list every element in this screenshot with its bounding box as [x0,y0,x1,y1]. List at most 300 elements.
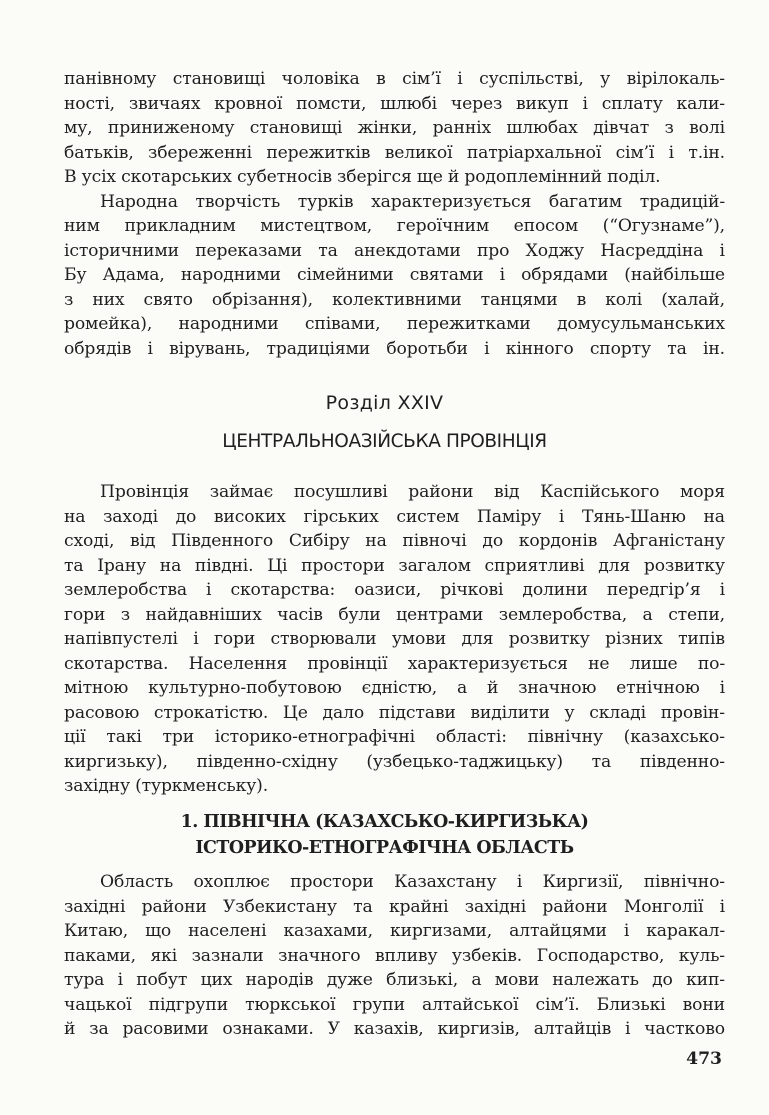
word: за [89,1019,109,1039]
text-line [64,872,725,897]
word: епосом [513,216,579,236]
word: високих [213,506,286,527]
word: населені [188,921,267,941]
word: посушливі [293,482,388,502]
word: характеризується [371,191,532,212]
word: західні [464,896,527,917]
section-heading-line: 1. ПІВНІЧНА (КАЗАХСЬКО-КИРГИЗЬКА) [180,812,589,832]
word: по- [697,653,725,674]
word: збереженні [148,142,252,163]
word: умови [391,629,447,649]
word: з [664,118,674,138]
word: (туркменську). [135,776,269,796]
word: й [64,1019,76,1039]
word: для [461,629,494,649]
word: степи, [668,604,725,625]
text-line [64,776,725,801]
text-line [64,921,725,946]
text-line [64,167,725,192]
word: землеробства [64,580,187,600]
word: обрядами [521,265,609,285]
word: сплату [601,93,663,114]
word: й [486,678,499,698]
word: дівчат [593,118,650,138]
word: на [703,506,725,527]
word: та [353,896,373,917]
word: систем [396,506,460,527]
word: (казахсько- [623,727,725,747]
text-line [64,946,725,971]
word: на [365,531,387,551]
word: казахами, [283,921,373,941]
word: скотарства: [230,580,336,600]
word: й [447,167,460,187]
word: крайні [388,896,449,917]
word: з [64,289,74,310]
word: тура [64,970,105,990]
word: та [64,555,84,576]
text-line [64,216,725,241]
word: народів [245,970,314,990]
word: лише [629,653,678,674]
word: складі [589,702,646,723]
word: субетносів [237,167,332,187]
word: райони [542,896,608,917]
word: пережитків [266,142,371,163]
word: простори [301,555,385,576]
word: загалом [398,555,471,576]
word: сприятливі [484,555,585,576]
text-line [64,482,725,507]
word: які [150,945,178,966]
word: чоловіка [281,69,360,89]
word: колективними [332,289,462,310]
word: скотарських [121,167,232,187]
word: Це [282,702,308,723]
text-line [64,995,725,1020]
word: переказами [195,240,302,261]
word: т.ін. [688,142,725,163]
word: були [338,604,381,625]
section-heading-line: ІСТОРИКО-ЕТНОГРАФІЧНА ОБЛАСТЬ [195,838,574,858]
word: південно-східну [196,751,338,772]
word: расовою [64,702,140,723]
text-line [64,192,725,217]
word: сім’ї. [535,994,580,1015]
word: суспільстві, [479,69,584,89]
text-line [64,507,725,532]
word: узбеків. [451,945,523,966]
word: шлюбі [380,93,438,114]
word: типів [678,629,725,649]
word: расовими [122,1019,209,1039]
word: турків [297,191,354,212]
word: великої [384,142,453,163]
word: мови [494,970,539,990]
word: ще [416,167,443,187]
word: північно- [643,872,725,892]
word: дало [322,702,365,723]
word: пережитками [406,314,531,334]
text-line [64,241,725,266]
word: до [652,970,673,990]
word: близькі, [386,970,459,990]
word: від [494,482,520,502]
word: ним [64,216,100,236]
text-line [64,339,725,364]
word: напівпустелі [64,629,178,649]
text-line [64,605,725,630]
word: родоплемінний [464,167,602,187]
word: Каспійського [540,482,660,502]
text-line [64,69,725,94]
word: прикладним [124,216,236,236]
word: паками, [64,945,136,966]
word: і [499,265,505,285]
word: поділ. [607,167,661,187]
word: боротьби [386,338,468,359]
word: героїчним [396,216,490,236]
word: каракал- [646,921,725,941]
word: народними [180,265,281,285]
word: казахів, [353,1019,424,1039]
word: на [64,506,86,527]
text-line [64,678,725,703]
word: В [64,167,77,187]
word: свято [143,289,193,310]
word: сімейними [297,265,394,285]
word: сході, [64,531,115,551]
word: сім’ї [402,69,441,89]
word: гірських [303,506,379,527]
text-line [64,580,725,605]
word: зазнали [191,945,264,966]
text-line [64,727,725,752]
word: жінки, [357,118,418,138]
word: і [193,629,199,649]
word: підстави [378,702,456,723]
word: долини [522,580,588,600]
word: а [456,678,468,698]
word: центрами [396,604,484,625]
word: через [450,93,503,114]
word: мітною [64,678,129,698]
word: алтайської [421,994,519,1015]
word: моря [679,482,725,502]
word: му, [64,118,93,138]
word: Південного [171,531,274,551]
word: підгрупи [148,994,229,1015]
word: історичними [64,240,179,261]
word: і [206,580,212,600]
word: для [598,555,631,576]
word: землеробства, [498,604,628,625]
word: райони [141,896,207,917]
word: кровної [214,93,283,114]
word: сім’ї [615,142,655,163]
word: вірілокаль- [626,69,725,89]
word: та [318,240,338,261]
word: (найбільше [624,265,725,285]
word: півночі [402,531,467,551]
word: північну [527,727,603,747]
word: чацької [64,994,132,1015]
paragraph-region [64,872,725,1044]
word: в [576,289,587,310]
word: і [625,1019,631,1039]
text-line [64,1019,725,1044]
word: єдністю, [361,678,438,698]
word: ознаками. [222,1019,314,1039]
word: і [582,93,588,114]
word: простори [290,872,374,892]
word: алтайцями [509,921,607,941]
chapter-number: Розділ XXIV [325,392,444,414]
word: значною [518,678,597,698]
word: південно- [639,751,725,772]
word: райони [408,482,474,502]
word: та [591,751,612,772]
word: киргизів, [437,1019,520,1039]
word: Народна [100,191,178,212]
word: народними [178,314,279,334]
word: Насреддіна [600,240,704,261]
word: усіх [81,167,116,187]
word: і [719,896,725,917]
word: на [159,555,182,576]
word: культурно-побутовою [148,678,342,698]
word: західні [64,896,126,917]
word: займає [209,482,274,502]
word: панівному [64,69,157,89]
word: колі [605,289,643,310]
word: них [92,289,125,310]
text-line [64,314,725,339]
word: зберігся [337,167,412,187]
word: становищі [249,118,343,138]
word: гори [64,604,106,625]
word: традицій- [639,191,725,212]
word: помсти, [296,93,367,114]
word: побут [136,970,188,990]
word: розвитку [643,555,725,576]
chapter-title: ЦЕНТРАЛЬНОАЗІЙСЬКА ПРОВІНЦІЯ [222,431,547,452]
word: Ходжу [525,240,585,261]
word: Киргизії, [542,872,624,892]
word: мистецтвом, [260,216,373,236]
word: (“Огузнаме”), [602,216,725,236]
word: У [327,1019,340,1039]
word: алтайців [533,1019,612,1039]
text-line [64,752,725,777]
text-line [64,94,725,119]
word: тюркської [245,994,336,1015]
section-heading [0,809,769,861]
word: передгір’я [606,580,701,600]
text-line [64,118,725,143]
word: обрядів [64,338,132,359]
word: належать [552,970,639,990]
word: вірувань, [169,338,251,359]
word: ін. [702,338,725,359]
word: області: [435,727,507,747]
word: характеризується [407,653,568,674]
word: звичаях [128,93,201,114]
word: (халай, [661,289,725,310]
text-line [64,970,725,995]
word: створювали [270,629,377,649]
word: Провінція [100,482,190,502]
word: часів [277,604,323,625]
word: і [719,580,725,600]
word: Афганістану [612,531,725,551]
word: кордонів [518,531,598,551]
word: етнічною [616,678,700,698]
text-line [64,556,725,581]
word: шлюбах [506,118,578,138]
word: що [145,921,172,941]
word: ції [64,727,86,747]
text-line [64,703,725,728]
word: Паміру [476,506,542,527]
word: провін- [660,702,725,723]
word: історико-етнографічні [214,727,415,747]
word: а [642,604,653,625]
word: куль- [678,945,725,966]
word: Господарство, [536,945,665,966]
word: ранніх [432,118,492,138]
word: ності, [64,93,115,114]
word: домусульманських [556,314,725,334]
word: з [120,604,130,625]
word: західну [64,776,130,796]
word: становищі [172,69,266,89]
word: від [130,531,156,551]
word: а [471,970,482,990]
word: оазиси, [354,580,422,600]
paragraph-intro [64,69,725,192]
word: анекдотами [354,240,461,261]
word: кали- [676,93,725,114]
word: групи [352,994,405,1015]
text-line [64,629,725,654]
word: Близькі [596,994,666,1015]
text-line [64,654,725,679]
word: строкатістю. [153,702,269,723]
word: і [719,240,725,261]
word: у [600,69,611,89]
word: охоплює [193,872,270,892]
word: Ці [267,555,288,576]
word: патріархальної [466,142,602,163]
word: і [457,69,463,89]
word: батьків, [64,142,134,163]
word: виділити [470,702,550,723]
word: спорту [589,338,651,359]
word: обрізання), [211,289,313,310]
word: традиціями [266,338,371,359]
text-line [64,143,725,168]
word: Адама, [102,265,165,285]
word: і [117,970,123,990]
word: річкові [440,580,504,600]
paragraph-folk-art [64,192,725,364]
word: кип- [686,970,725,990]
word: різних [605,629,663,649]
word: і [516,872,523,892]
word: Монголії [623,896,704,917]
text-line [64,290,725,315]
word: значного [278,945,361,966]
word: про [477,240,510,261]
word: вони [682,994,725,1015]
word: Сибіру [288,531,350,551]
word: впливу [375,945,438,966]
word: Казахстану [394,872,497,892]
word: до [175,506,197,527]
word: Область [100,872,174,892]
word: співами, [304,314,381,334]
word: цих [200,970,233,990]
word: найдавніших [145,604,262,625]
word: кінного [505,338,574,359]
word: у [564,702,575,723]
word: багатим [548,191,623,212]
word: танцями [480,289,558,310]
word: скотарства. [64,653,169,674]
word: півдні. [194,555,254,576]
word: (узбецько-таджицьку) [366,751,563,772]
word: провінції [307,653,388,674]
word: і [668,142,674,163]
text-line [64,897,725,922]
paragraph-province [64,482,725,801]
word: Тянь-Шаню [581,506,686,527]
word: дуже [326,970,373,990]
word: святами [409,265,484,285]
word: частково [644,1019,725,1039]
word: киргизами, [389,921,493,941]
word: і [623,921,630,941]
word: розвитку [508,629,590,649]
word: Китаю, [64,921,129,941]
word: не [588,653,610,674]
word: Ірану [97,555,147,576]
word: киргизьку), [64,751,168,772]
word: такі [106,727,142,747]
word: три [162,727,195,747]
word: волі [689,118,725,138]
word: і [558,506,565,527]
word: до [482,531,504,551]
word: заході [103,506,158,527]
word: і [719,678,725,698]
word: викуп [516,93,569,114]
word: Узбекистану [223,896,337,917]
word: гори [213,629,256,649]
word: та [667,338,687,359]
word: і [484,338,490,359]
word: ромейка), [64,314,153,334]
word: в [376,69,386,89]
text-line [64,531,725,556]
word: приниженому [107,118,235,138]
word: Населення [188,653,288,674]
word: Бу [64,265,87,285]
word: і [147,338,153,359]
word: творчість [195,191,281,212]
page-number: 473 [686,1049,722,1069]
